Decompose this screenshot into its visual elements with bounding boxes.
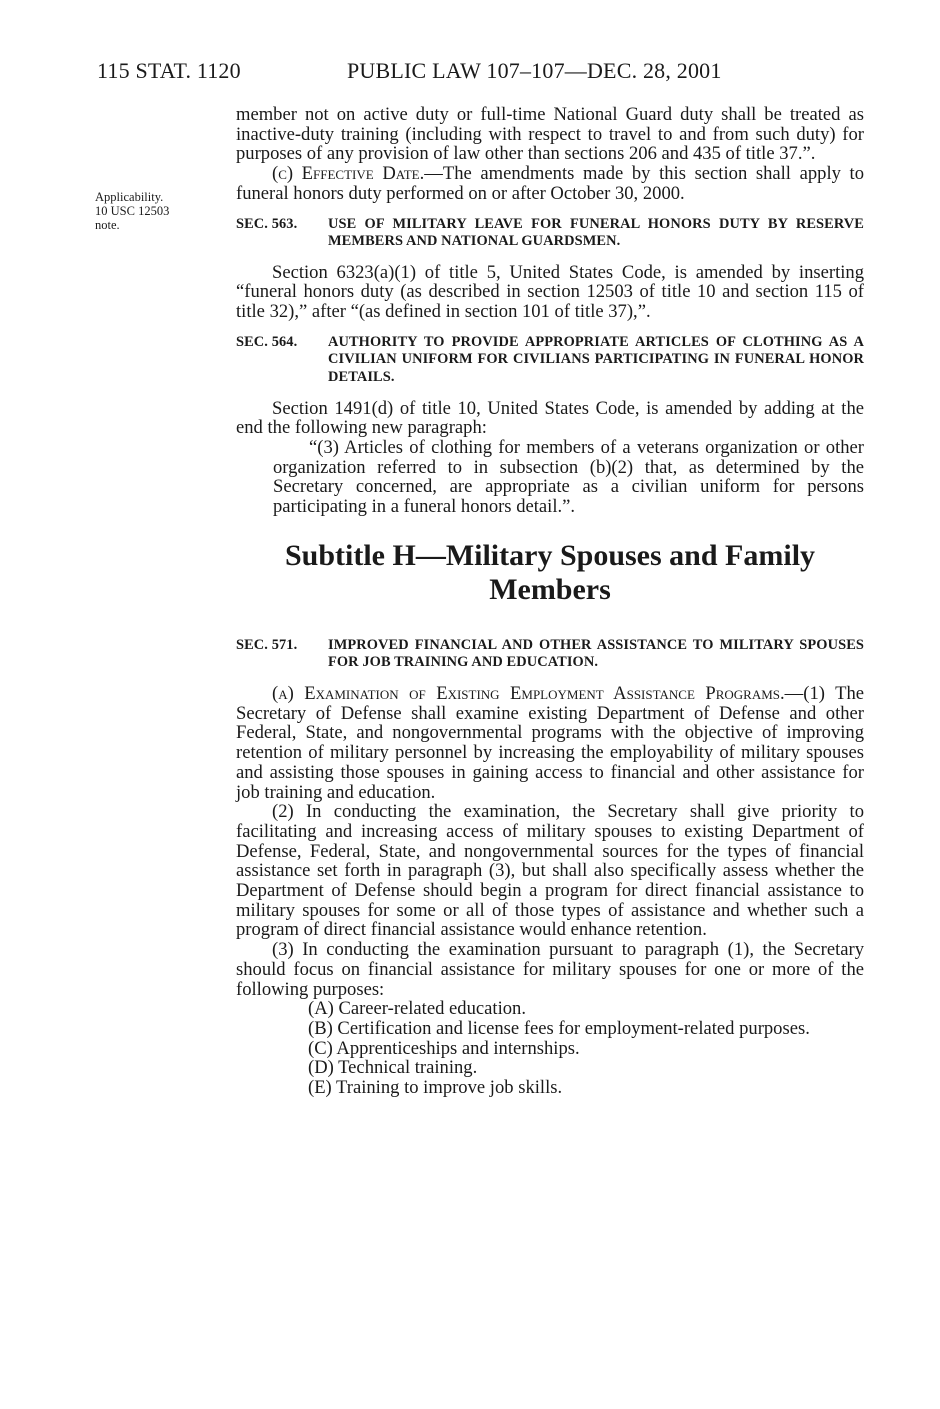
list-item: (A) Career-related education. [308,998,526,1020]
section-563-text: Section 6323(a)(1) of title 5, United States Code, is amended by inserting “funeral honors duty (as described in section 12503 of title 10 and section 115 of title 32),” after “(as defined in section 101 of title 37),”. [236,261,864,323]
section-564-text: Section 1491(d) of title 10, United States Code, is amended by adding at the end the following new paragraph: [236,397,864,439]
section-563-heading [236,216,864,251]
section-title: USE OF MILITARY LEAVE FOR FUNERAL HONORS DUTY BY RESERVE MEMBERS AND NATIONAL GUARDSMEN. [328,215,864,250]
list-item: (B) Certification and license fees for employment-related purposes. [308,1017,810,1039]
list-item: (D) Technical training. [308,1057,478,1079]
section-571-heading [236,637,864,672]
quoted-paragraph: “(3) Articles of clothing for members of a veterans organization or other organization referred to in subsection (b)(2) that, as determined by the Secretary concerned, are appropriate as a civilian uniform for persons participating in a funeral honors detail.”. [273,437,864,518]
subsection-a-paragraph [236,684,864,802]
list-item: (E) Training to improve job skills. [308,1077,563,1099]
effective-date-label: (c) Effective Date. [272,163,425,185]
list-item: (C) Apprenticeships and internships. [308,1037,580,1059]
section-title: IMPROVED FINANCIAL AND OTHER ASSISTANCE TO MILITARY SPOUSES FOR JOB TRAINING AND EDUCATION. [328,636,864,671]
margin-note-line: note. [95,218,120,232]
margin-note-line: 10 USC 12503 [95,204,170,218]
section-number: SEC. 563. [236,215,298,232]
effective-date-text: —The amendments made by this section shall apply to funeral honors duty performed on or after October 30, 2000. [236,163,864,204]
paragraph-3: (3) In conducting the examination pursuant to paragraph (1), the Secretary should focus on financial assistance for military spouses for one or more of the following purposes: [236,939,864,1000]
subsection-a-text: —(1) The Secretary of Defense shall examine existing Department of Defense and other Federal, State, and nongovernmental programs with the objective of improving retention of military personnel by increasing the employability of military spouses and assisting those spouses in gaining access to financial and other assistance for job training and education. [236,683,864,803]
section-number: SEC. 564. [236,333,298,350]
body-text [236,105,864,1098]
section-564-heading [236,334,864,387]
margin-note [95,190,225,232]
paragraph-2: (2) In conducting the examination, the Secretary shall give priority to facilitating and increasing access of military spouses to existing Department of Defense, Federal, State, and nongovernmental sources for the types of financial assistance set forth in paragraph (3), but shall also specifically assess whether the Department of Defense should begin a program for direct financial assistance to military spouses for some or all of those types of assistance and whether such a program of direct financial assistance would enhance retention. [236,801,864,941]
subsection-a-label: (a) Examination of Existing Employment Assistance Programs. [272,683,785,704]
law-citation: PUBLIC LAW 107–107—DEC. 28, 2001 [347,58,722,83]
section-title: AUTHORITY TO PROVIDE APPROPRIATE ARTICLES OF CLOTHING AS A CIVILIAN UNIFORM FOR CIVILIANS PARTICIPATING IN FUNERAL HONOR DETAILS. [328,333,864,385]
subtitle-heading: Subtitle H—Military Spouses and Family Members [284,538,816,606]
margin-note-line: Applicability. [95,190,164,204]
stat-page-number: 115 STAT. 1120 [97,58,241,83]
section-number: SEC. 571. [236,636,298,653]
continuation-paragraph: member not on active duty or full-time National Guard duty shall be treated as inactive-duty training (including with respect to travel to and from such duty) for purposes of any provision of law other than sections 206 and 435 of title 37.”. [236,104,864,165]
effective-date-paragraph [236,164,864,203]
